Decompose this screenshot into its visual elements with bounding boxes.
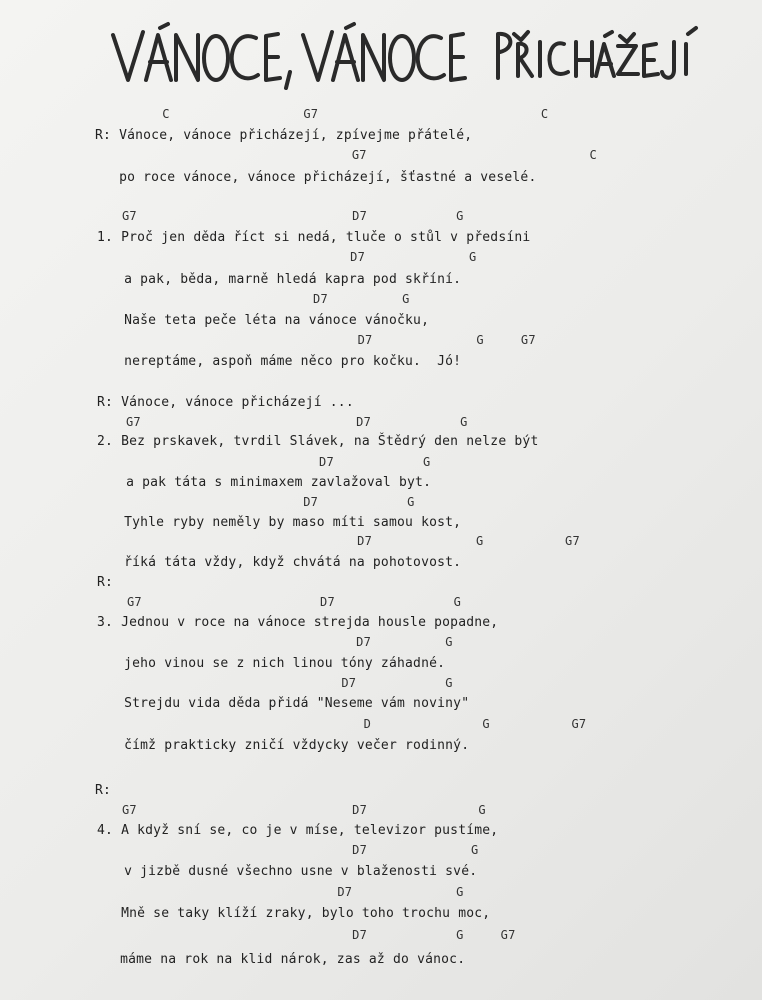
chord-line: G7 D7 G [122, 209, 464, 223]
chord-line: D7 G [126, 676, 453, 690]
chord-line: G7 D7 G [126, 415, 468, 429]
lyric-line: po roce vánoce, vánoce přicházejí, šťastné a veselé. [95, 170, 537, 185]
chord-line: D7 G [126, 635, 453, 649]
lyric-line: čímž prakticky zničí vždycky večer rodinný. [100, 738, 470, 753]
lyric-line: nereptáme, aspoň máme něco pro kočku. Jó! [100, 354, 462, 369]
chord-line: D G G7 [126, 717, 587, 731]
lyric-line: 3. Jednou v roce na vánoce strejda housle popadne, [97, 615, 499, 630]
chord-line: C G7 C [88, 107, 549, 121]
lyric-line: R: Vánoce, vánoce přicházejí ... [97, 395, 354, 410]
lyric-line: a pak táta s minimaxem zavlažoval byt. [102, 475, 432, 490]
chord-line: G7 D7 G [127, 595, 462, 609]
lyric-line: a pak, běda, marně hledá kapra pod skříní. [100, 272, 462, 287]
chord-line: D7 G [122, 885, 464, 899]
lyric-line: jeho vinou se z nich linou tóny záhadné. [100, 656, 446, 671]
lyric-line: R: Vánoce, vánoce přicházejí, zpívejme přátelé, [95, 128, 473, 143]
lyric-line: R: [97, 575, 114, 590]
lyric-line: v jizbě dusné všechno usne v blaženosti své. [100, 864, 478, 879]
lyric-line: máme na rok na klid nárok, zas až do vánoc. [96, 952, 466, 967]
chord-line: D7 G G7 [120, 333, 536, 347]
chord-line: D7 G G7 [127, 534, 580, 548]
handwritten-title-drawing [108, 20, 728, 100]
chord-line: D7 G [125, 495, 415, 509]
chord-line: D7 G [126, 455, 431, 469]
lyric-line: 2. Bez prskavek, tvrdil Slávek, na Štědrý den nelze být [97, 434, 539, 449]
chord-line: D7 G [120, 292, 410, 306]
chord-line: G7 D7 G [122, 803, 486, 817]
chord-line: G7 C [92, 148, 597, 162]
lyric-line: Tyhle ryby neměly by maso míti samou kost, [100, 515, 462, 530]
chord-line: D7 G [120, 250, 477, 264]
lyric-line: Naše teta peče léta na vánoce vánočku, [100, 313, 430, 328]
lyric-line: říká táta vždy, když chvátá na pohotovost. [100, 555, 462, 570]
chord-line: D7 G [122, 843, 479, 857]
lyric-line: 4. A když sní se, co je v míse, televizor pustíme, [97, 823, 499, 838]
lyric-line: R: [95, 783, 112, 798]
lyric-line: Mně se taky klíží zraky, bylo toho trochu moc, [97, 906, 491, 921]
lyric-line: 1. Proč jen děda říct si nedá, tluče o stůl v předsíni [97, 230, 531, 245]
chord-line: D7 G G7 [122, 928, 516, 942]
handwritten-title [108, 20, 728, 100]
lyric-line: Strejdu vida děda přidá "Neseme vám noviny" [100, 696, 470, 711]
